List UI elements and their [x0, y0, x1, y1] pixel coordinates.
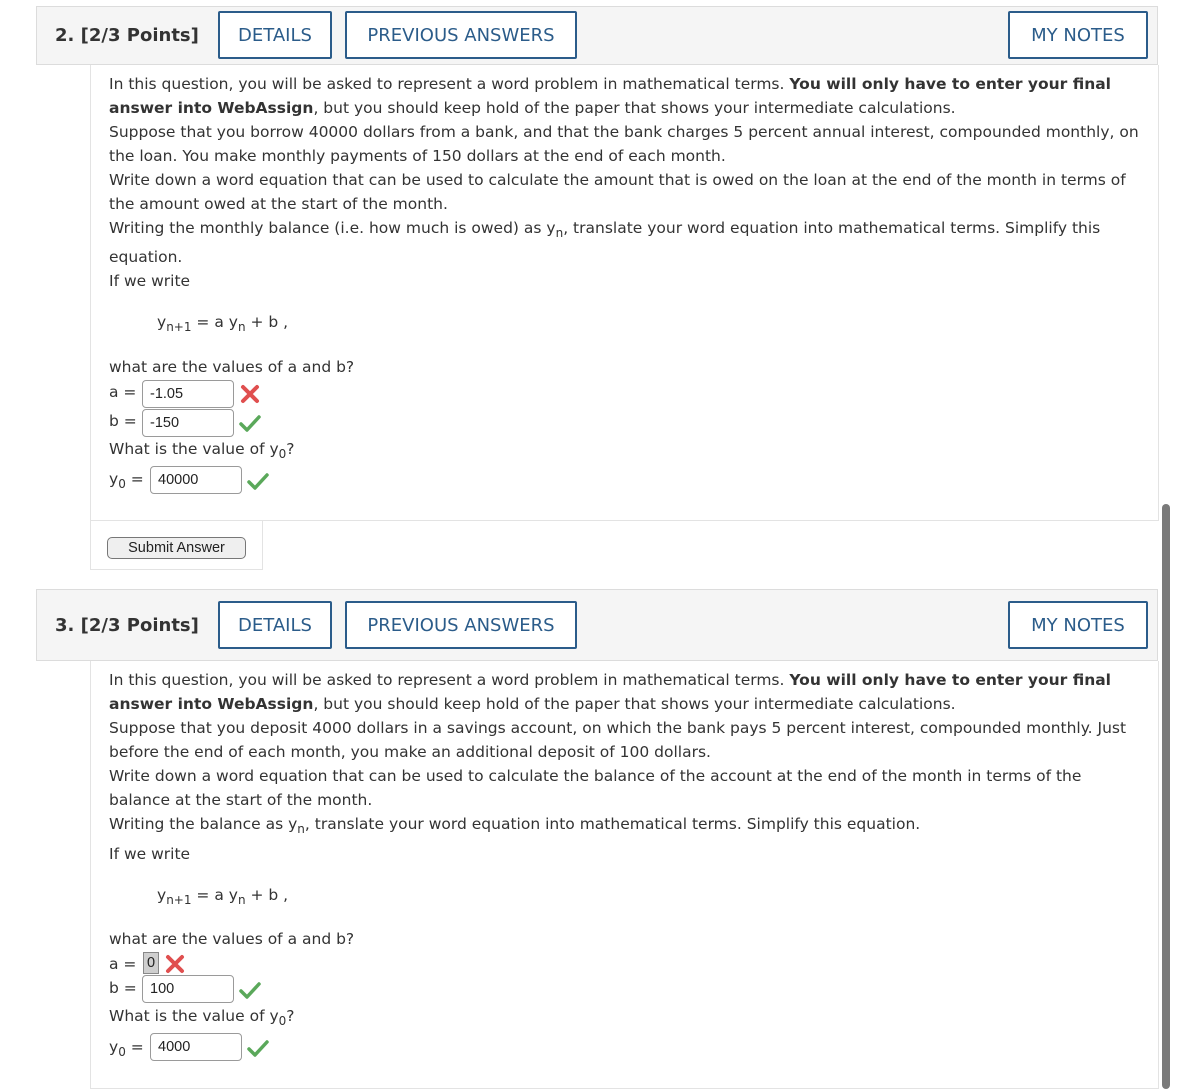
b-label: b =	[109, 979, 137, 997]
a-input[interactable]: 0	[143, 952, 159, 974]
b-input[interactable]: 100	[142, 975, 234, 1003]
question-2-writing: Writing the monthly balance (i.e. how much is owed) as $y_n$, translate your word equation into mathematical terms. Simplify this	[109, 219, 1101, 240]
question-2-write: Write down a word equation that can be used to calculate the amount that is owed on the loan at the end of the month in terms of the amount owed at the start of the month.	[109, 171, 1126, 213]
y0-input[interactable]: 4000	[150, 1033, 242, 1061]
question-3-write: Write down a word equation that can be used to calculate the balance of the account at the end of the month in terms of the balance at the start of the month.	[109, 767, 1082, 809]
a-label: a =	[109, 383, 137, 401]
a-input[interactable]: -1.05	[142, 380, 234, 408]
y0-label: $y_0$ =	[109, 1038, 144, 1059]
check-mark-icon	[247, 470, 269, 492]
question-2-ab-question: what are the values of a and b?	[109, 358, 355, 376]
details-button[interactable]: DETAILS	[218, 601, 332, 649]
y0-input[interactable]: 40000	[150, 466, 242, 494]
question-3-ab-question: what are the values of a and b?	[109, 930, 355, 948]
check-mark-icon	[239, 412, 261, 434]
question-2-equation: $y_{n+1} = a$ $y_n + b$ ,	[157, 313, 289, 334]
details-button[interactable]: DETAILS	[218, 11, 332, 59]
question-2-suppose: Suppose that you borrow 40000 dollars from a bank, and that the bank charges 5 percent annual interest, compounded monthly, on the loan. You make monthly payments of 150 dollars at the end of each month.	[109, 123, 1139, 165]
y0-question: What is the value of $y_0$?	[109, 440, 295, 461]
question-2-if-we-write: If we write	[109, 272, 191, 290]
previous-answers-button[interactable]: PREVIOUS ANSWERS	[345, 11, 577, 59]
question-2-title: 2. [2/3 Points]	[55, 25, 199, 46]
my-notes-button[interactable]: MY NOTES	[1008, 11, 1148, 59]
question-2-writing-end: equation.	[109, 248, 183, 266]
b-input[interactable]: -150	[142, 409, 234, 437]
question-2-header	[36, 6, 1158, 65]
question-2-intro: In this question, you will be asked to represent a word problem in mathematical terms. You will only have to enter your final answer into WebAssign, but you should keep hold of the paper that shows your intermediate calculations.	[109, 75, 1111, 117]
question-3-writing: Writing the balance as $y_n$, translate your word equation into mathematical terms. Simplify this equation.	[109, 815, 921, 836]
question-3-equation: $y_{n+1} = a$ $y_n + b$ ,	[157, 886, 289, 907]
question-3-title: 3. [2/3 Points]	[55, 615, 199, 636]
y0-label: $y_0$ =	[109, 470, 144, 491]
check-mark-icon	[239, 979, 261, 1001]
my-notes-button[interactable]: MY NOTES	[1008, 601, 1148, 649]
question-3-suppose: Suppose that you deposit 4000 dollars in a savings account, on which the bank pays 5 percent interest, compounded monthly. Just before the end of each month, you make an additional deposit of 100 dollars.	[109, 719, 1127, 761]
a-label: a =	[109, 955, 137, 973]
x-mark-icon	[239, 383, 261, 405]
check-mark-icon	[247, 1037, 269, 1059]
x-mark-icon	[164, 953, 186, 975]
previous-answers-button[interactable]: PREVIOUS ANSWERS	[345, 601, 577, 649]
scrollbar[interactable]	[1162, 504, 1170, 1089]
y0-question: What is the value of $y_0$?	[109, 1007, 295, 1028]
question-3-intro: In this question, you will be asked to represent a word problem in mathematical terms. You will only have to enter your final answer into WebAssign, but you should keep hold of the paper that shows your intermediate calculations.	[109, 671, 1111, 713]
question-3-header	[36, 589, 1158, 661]
question-3-if-we-write: If we write	[109, 845, 191, 863]
submit-answer-button[interactable]: Submit Answer	[107, 537, 246, 559]
b-label: b =	[109, 412, 137, 430]
